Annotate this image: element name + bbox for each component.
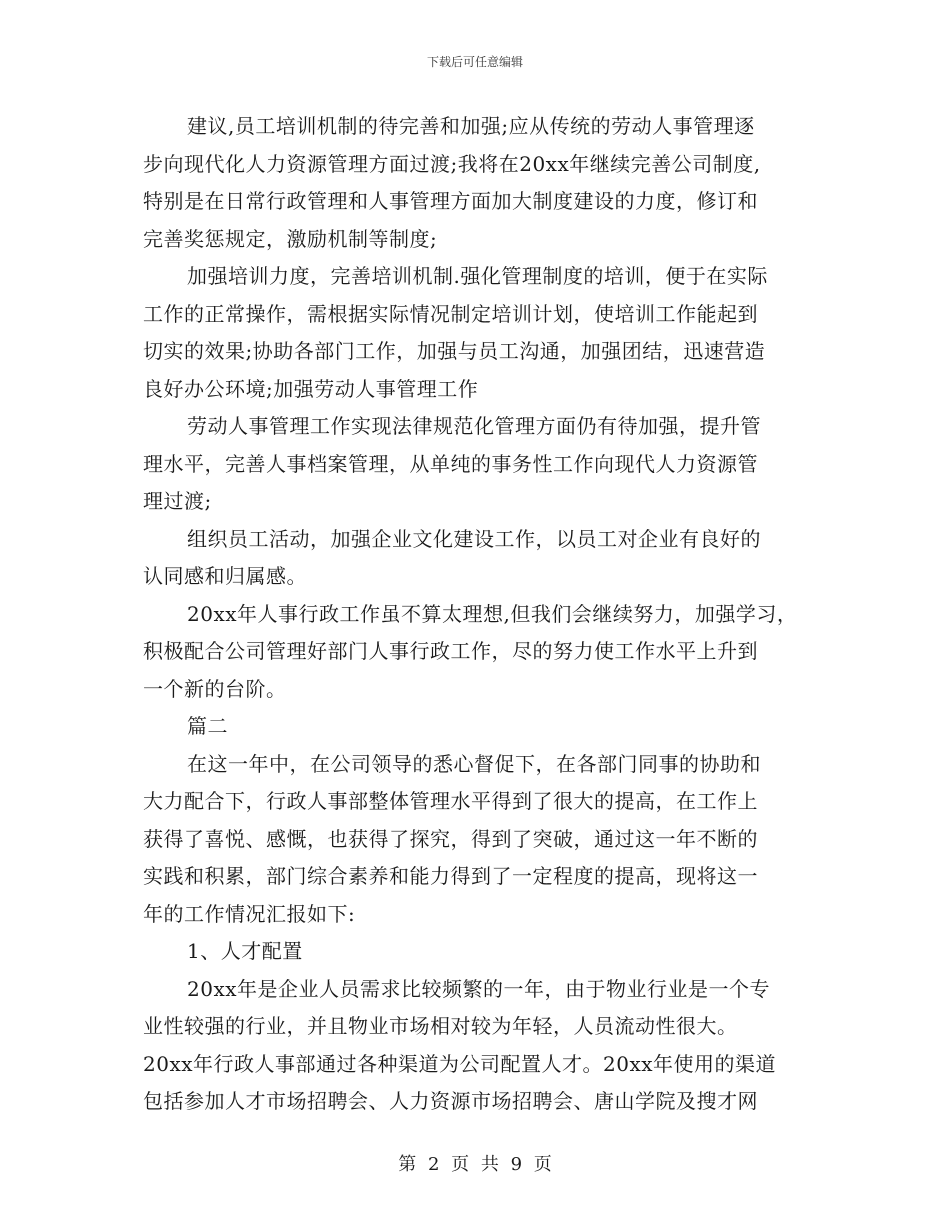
text-line: 20xx年行政人事部通过各种渠道为公司配置人才。20xx年使用的渠道 [143, 1051, 777, 1076]
text-line: 认同感和归属感。 [143, 564, 307, 588]
text-line: 积极配合公司管理好部门人事行政工作，尽的努力使工作水平上升到 [143, 639, 758, 663]
page-header: 下载后可任意编辑 [426, 55, 523, 69]
text-line: 年的工作情况汇报如下: [143, 901, 356, 926]
text-line: 特别是在日常行政管理和人事管理方面加大制度建设的力度，修订和 [143, 189, 758, 213]
document-body [143, 108, 813, 1121]
text-line: 大力配合下，行政人事部整体管理水平得到了很大的提高，在工作上 [143, 789, 758, 813]
text-line: 切实的效果;协助各部门工作，加强与员工沟通，加强团结，迅速营造 [143, 339, 766, 363]
text-line: 20xx年是企业人员需求比较频繁的一年，由于物业行业是一个专 [187, 976, 771, 1001]
text-line: 一个新的台阶。 [143, 676, 287, 701]
text-line: 完善奖惩规定，激励机制等制度; [143, 226, 438, 251]
text-line: 组织员工活动，加强企业文化建设工作，以员工对企业有良好的 [187, 526, 761, 551]
text-line: 步向现代化人力资源管理方面过渡;我将在20xx年继续完善公司制度, [143, 151, 761, 176]
text-line: 业性较强的行业，并且物业市场相对较为年轻，人员流动性很大。 [143, 1014, 738, 1038]
text-line: 包括参加人才市场招聘会、人力资源市场招聘会、唐山学院及搜才网 [143, 1089, 758, 1113]
text-line: 理水平，完善人事档案管理，从单纯的事务性工作向现代人力资源管 [143, 451, 758, 476]
section-heading: 篇二 [187, 714, 228, 738]
text-line: 工作的正常操作，需根据实际情况制定培训计划，使培训工作能起到 [143, 301, 758, 326]
text-line: 在这一年中，在公司领导的悉心督促下，在各部门同事的协助和 [187, 751, 761, 776]
page-number-footer: 第 2 页 共 9 页 [398, 1154, 552, 1175]
text-line: 建议,员工培训机制的待完善和加强;应从传统的劳动人事管理逐 [187, 114, 755, 138]
text-line: 良好办公环境;加强劳动人事管理工作 [143, 376, 479, 401]
text-line: 理过渡; [143, 489, 212, 513]
text-line: 劳动人事管理工作实现法律规范化管理方面仍有待加强，提升管 [187, 414, 761, 438]
text-line: 获得了喜悦、感慨，也获得了探究，得到了突破，通过这一年不断的 [143, 826, 758, 851]
text-line: 实践和积累，部门综合素养和能力得到了一定程度的提高，现将这一 [143, 864, 758, 888]
text-line: 加强培训力度，完善培训机制.强化管理制度的培训，便于在实际 [187, 264, 768, 288]
text-line: 20xx年人事行政工作虽不算太理想,但我们会继续努力，加强学习， [187, 601, 798, 626]
subsection-heading: 1、人才配置 [187, 939, 303, 963]
